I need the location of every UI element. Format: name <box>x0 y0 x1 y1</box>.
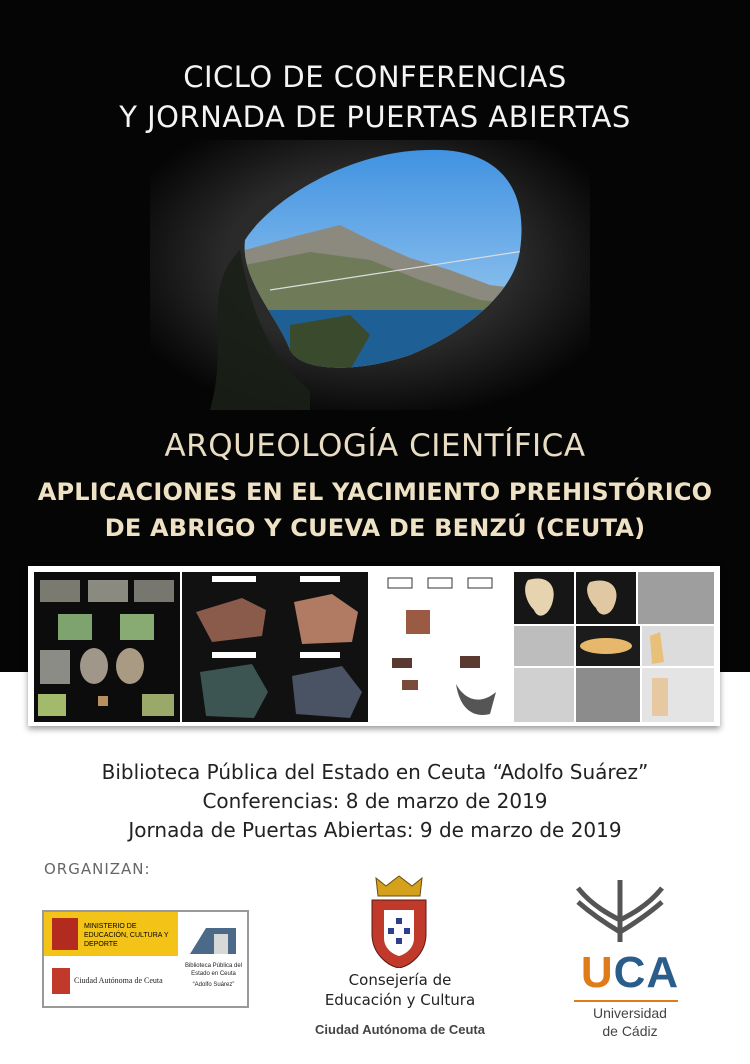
artifact-photo-strip <box>28 566 720 726</box>
conferences-date: Conferencias: 8 de marzo de 2019 <box>202 789 548 813</box>
ministerio-ceuta-biblioteca-logo <box>42 910 249 1008</box>
cave-photo <box>150 140 590 410</box>
biblioteca-logo <box>180 912 247 1006</box>
spain-shield-icon <box>52 918 78 950</box>
header-line-1: CICLO DE CONFERENCIAS <box>183 60 567 94</box>
uca-emblem-icon <box>572 876 668 946</box>
headline-title: ARQUEOLOGÍA CIENTÍFICA <box>164 428 586 464</box>
ceuta-shield-icon <box>52 968 70 994</box>
ceuta-coat-of-arms-icon <box>366 874 432 968</box>
artifact-panel-2 <box>182 572 368 722</box>
consejeria-city: Ciudad Autónoma de Ceuta <box>315 1022 485 1037</box>
artifact-panel-3 <box>372 572 512 722</box>
consejeria-text <box>300 970 500 1010</box>
uca-divider <box>574 1000 678 1002</box>
headline-subtitle-1: APLICACIONES EN EL YACIMIENTO PREHISTÓRICO <box>37 478 713 506</box>
library-building-icon <box>186 920 240 958</box>
header-line-2: Y JORNADA DE PUERTAS ABIERTAS <box>119 100 631 134</box>
uca-name <box>560 1004 700 1040</box>
artifact-panel-4 <box>514 572 714 722</box>
headline-subtitle-2: DE ABRIGO Y CUEVA DE BENZÚ (CEUTA) <box>104 514 646 542</box>
artifact-panel-1 <box>34 572 180 722</box>
open-day-date: Jornada de Puertas Abiertas: 9 de marzo de 2019 <box>128 818 622 842</box>
organizers-label: ORGANIZAN: <box>44 860 151 878</box>
uca-line-2: de Cádiz <box>602 1023 658 1039</box>
ceuta-logo <box>44 956 178 1006</box>
uca-logo: UCA <box>580 948 680 997</box>
biblioteca-name: “Adolfo Suárez” <box>192 982 235 988</box>
biblioteca-text: Biblioteca Pública del Estado en Ceuta <box>184 963 243 977</box>
ciudad-text: Ciudad Autónoma de Ceuta <box>74 976 163 985</box>
venue-text: Biblioteca Pública del Estado en Ceuta “Adolfo Suárez” <box>101 760 649 784</box>
consejeria-line-1: Consejería de <box>348 971 452 989</box>
ministerio-logo <box>44 912 178 956</box>
ministerio-text: MINISTERIO DE EDUCACIÓN, CULTURA Y DEPORTE <box>84 923 169 948</box>
uca-line-1: Universidad <box>593 1005 667 1021</box>
consejeria-line-2: Educación y Cultura <box>324 991 476 1009</box>
